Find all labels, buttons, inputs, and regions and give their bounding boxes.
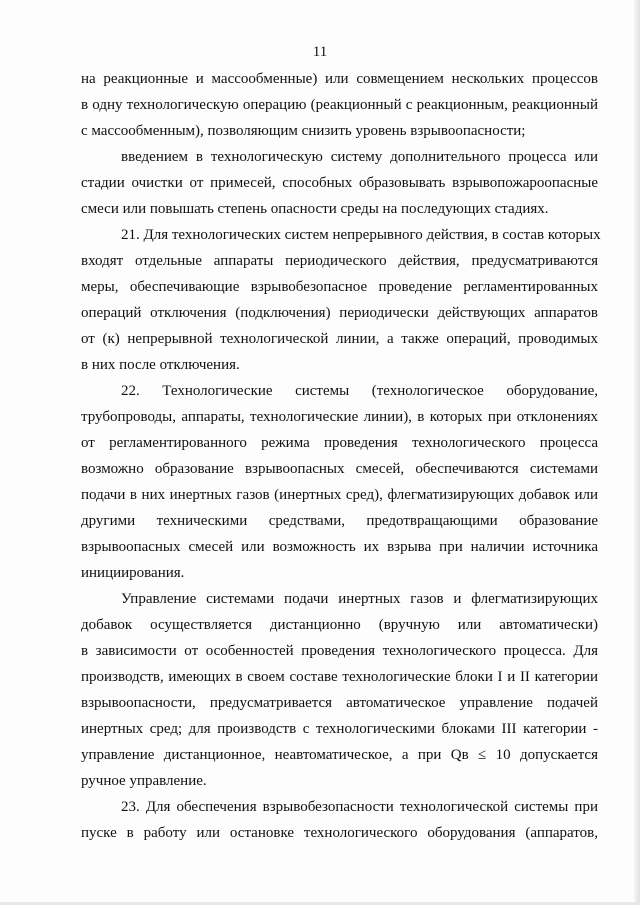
text-line: меры, обеспечивающие взрывобезопасное проведение регламентированных bbox=[81, 279, 598, 295]
paragraph-clause-21 bbox=[81, 222, 601, 378]
text-line: 23. Для обеспечения взрывобезопасности технологической системы при bbox=[121, 799, 598, 815]
text-line: введением в технологическую систему дополнительного процесса или bbox=[121, 149, 598, 165]
text-line: пуске в работу или остановке технологического оборудования (аппаратов, bbox=[81, 825, 598, 841]
text-line: от (к) непрерывной технологической линии, а также операций, проводимых bbox=[81, 331, 598, 347]
text-line: стадии очистки от примесей, способных образовывать взрывопожароопасные bbox=[81, 175, 598, 191]
paragraph-control-systems bbox=[81, 586, 598, 794]
text-line: добавок осуществляется дистанционно (вручную или автоматически) bbox=[81, 617, 598, 633]
text-line: подачи в них инертных газов (инертных сред), флегматизирующих добавок или bbox=[81, 487, 598, 503]
text-line: Управление системами подачи инертных газов и флегматизирующих bbox=[121, 591, 598, 607]
text-line: на реакционные и массообменные) или совмещением нескольких процессов bbox=[81, 71, 598, 87]
text-line: от регламентированного режима проведения технологического процесса bbox=[81, 435, 598, 451]
page-number: 11 bbox=[312, 44, 328, 60]
text-line: в зависимости от особенностей проведения технологического процесса. Для bbox=[81, 643, 598, 659]
text-line: 21. Для технологических систем непрерывного действия, в состав которых bbox=[121, 227, 601, 243]
text-line: операций отключения (подключения) периодически действующих аппаратов bbox=[81, 305, 598, 321]
paragraph-clause-22 bbox=[81, 378, 598, 586]
text-line: в них после отключения. bbox=[81, 357, 240, 373]
text-line: ручное управление. bbox=[81, 773, 207, 789]
text-line: управление дистанционное, неавтоматическое, а при Qв ≤ 10 допускается bbox=[81, 747, 598, 763]
scan-edge-shadow bbox=[634, 0, 640, 905]
paragraph-clause-23 bbox=[81, 794, 598, 846]
paragraph-additional-process bbox=[81, 144, 598, 222]
text-line: с массообменным), позволяющим снизить уровень взрывоопасности; bbox=[81, 123, 526, 139]
text-line: взрывоопасности, предусматривается автоматическое управление подачей bbox=[81, 695, 598, 711]
text-line: трубопроводы, аппараты, технологические линии), в которых при отклонениях bbox=[81, 409, 598, 425]
text-line: другими техническими средствами, предотвращающими образование bbox=[81, 513, 598, 529]
text-line: взрывоопасных смесей или возможность их взрыва при наличии источника bbox=[81, 539, 598, 555]
text-line: смеси или повышать степень опасности среды на последующих стадиях. bbox=[81, 201, 549, 217]
text-line: 22. Технологические системы (технологическое оборудование, bbox=[121, 383, 598, 399]
text-line: инертных сред; для производств с технологическими блоками III категории - bbox=[81, 721, 598, 737]
page-body bbox=[81, 66, 601, 846]
text-line: производств, имеющих в своем составе технологические блоки I и II категории bbox=[81, 669, 598, 685]
text-line: в одну технологическую операцию (реакционный с реакционным, реакционный bbox=[81, 97, 598, 113]
text-line: инициирования. bbox=[81, 565, 185, 581]
paragraph-continuation bbox=[81, 66, 598, 144]
text-line: возможно образование взрывоопасных смесей, обеспечиваются системами bbox=[81, 461, 598, 477]
text-line: входят отдельные аппараты периодического действия, предусматриваются bbox=[81, 253, 598, 269]
